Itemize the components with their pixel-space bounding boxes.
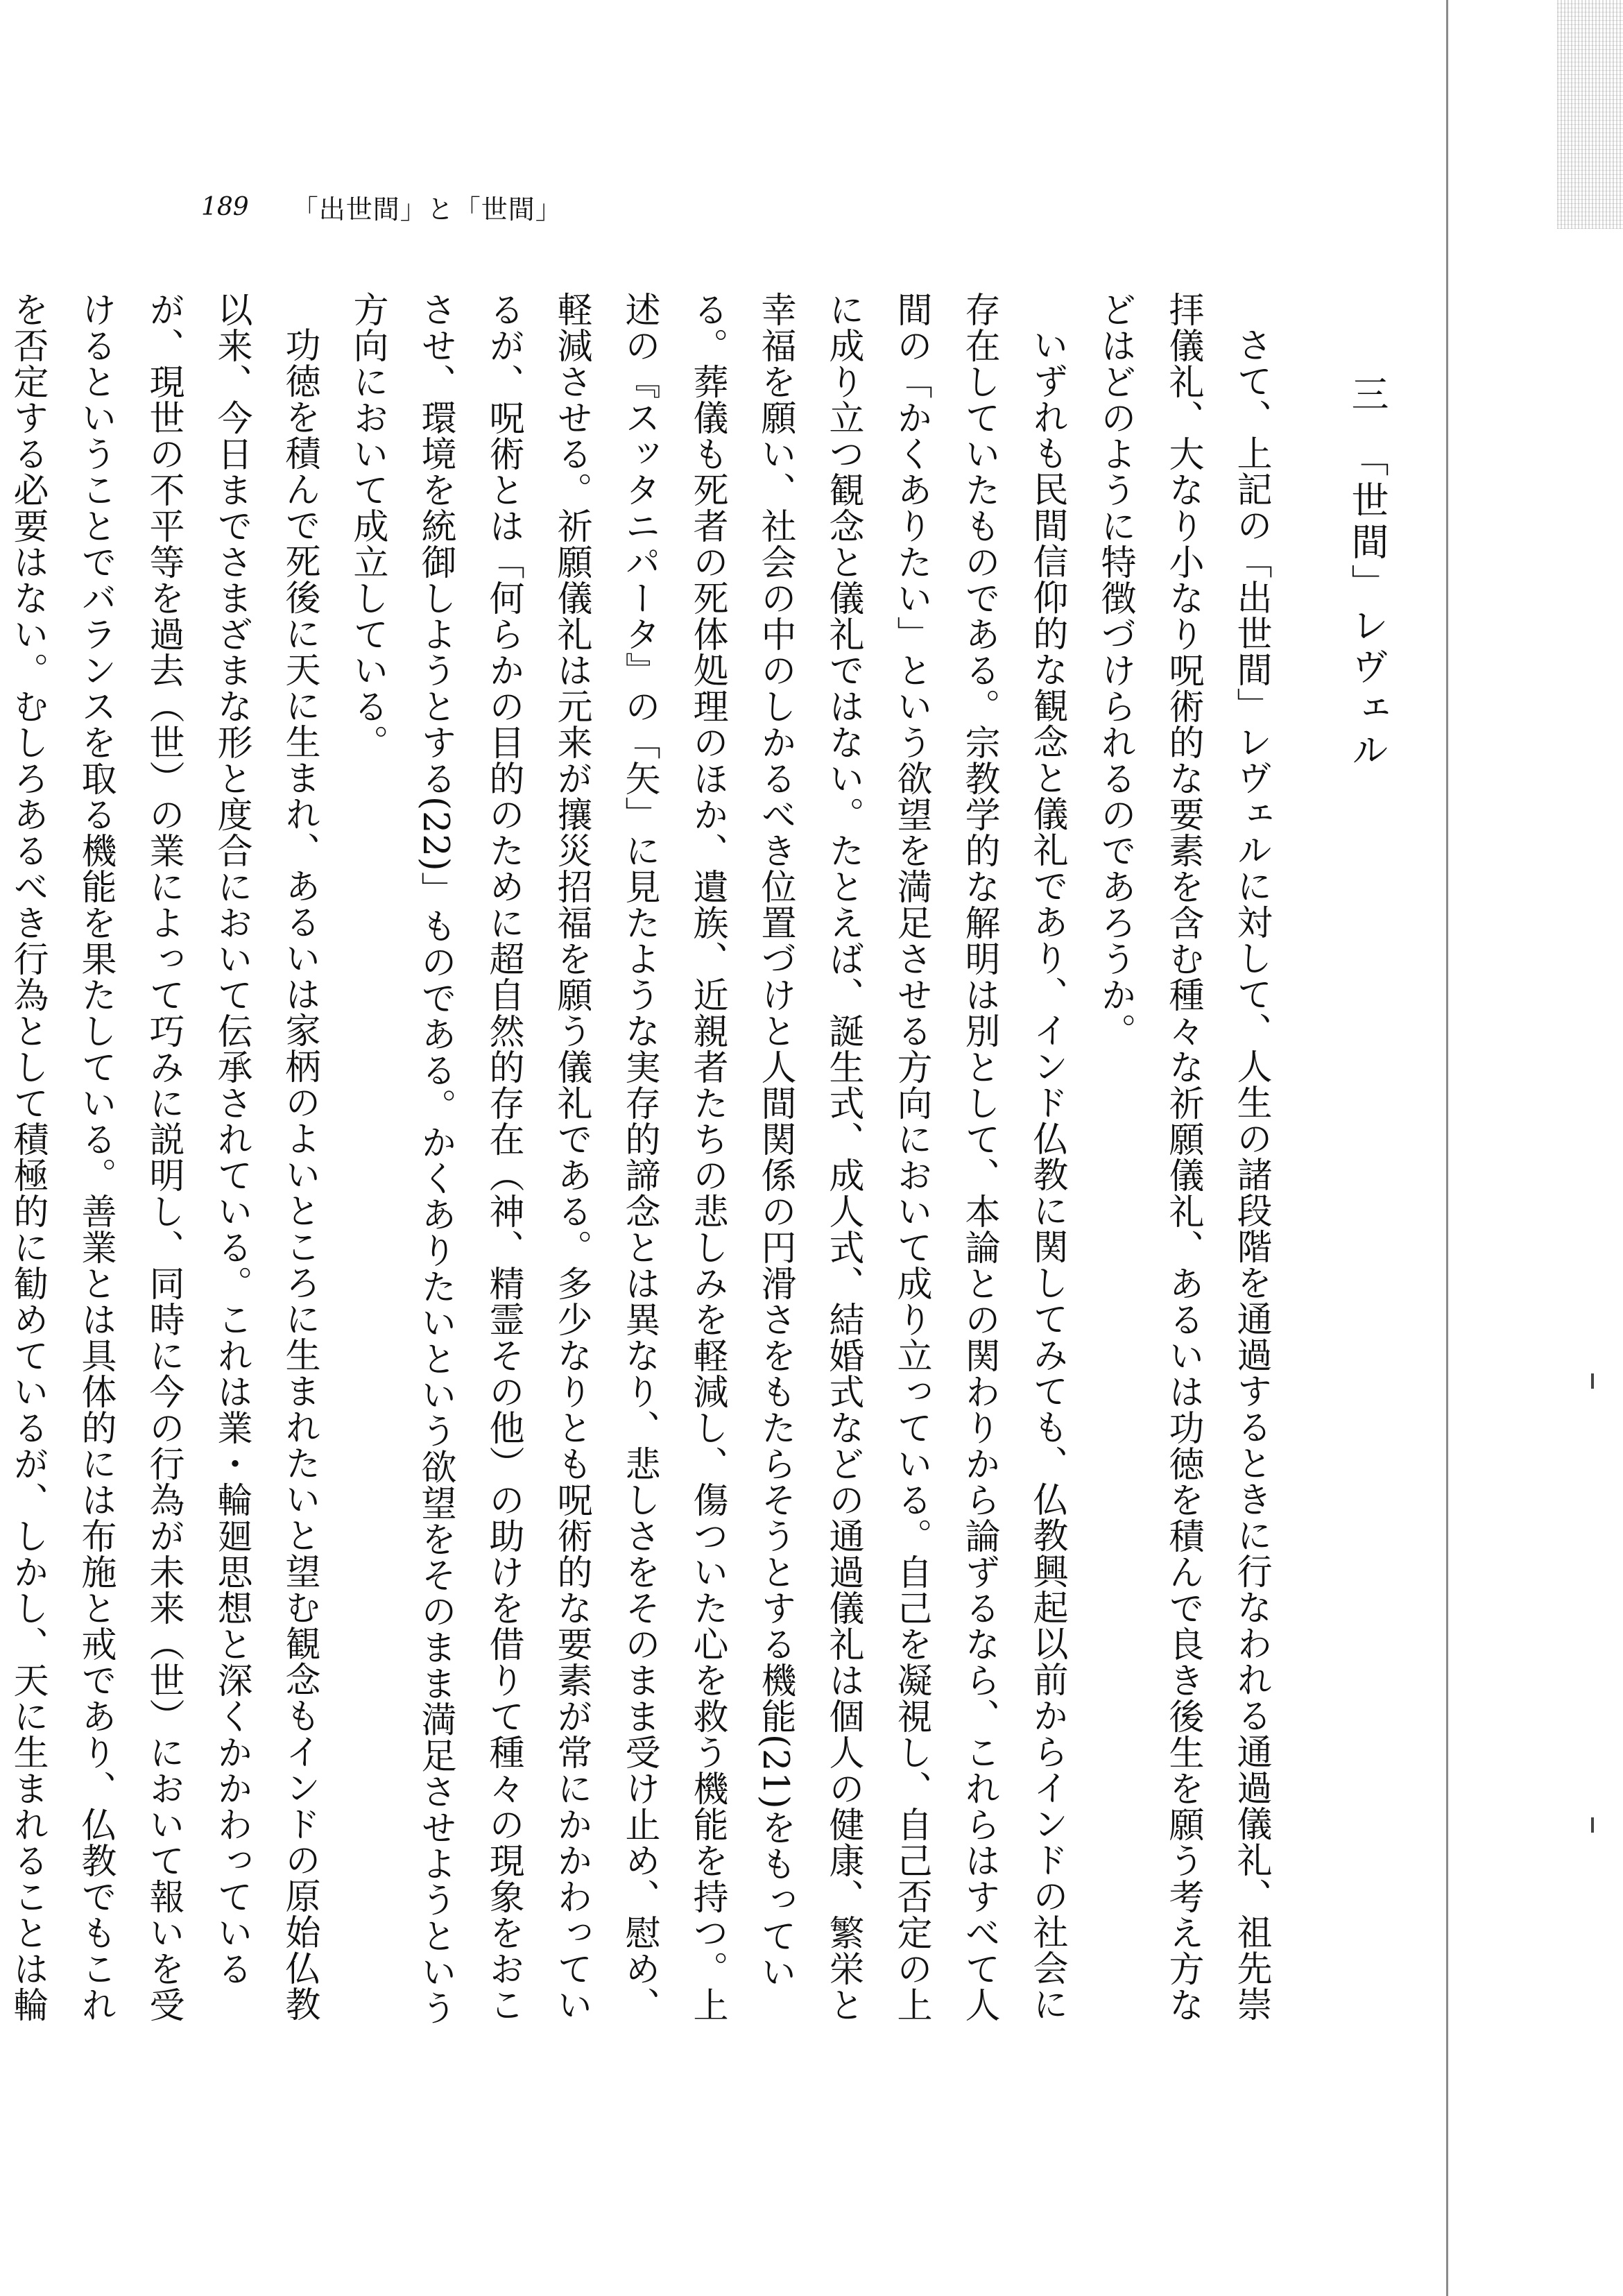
scan-edge-line <box>1446 0 1448 2296</box>
paragraph: 功徳を積んで死後に天に生まれ、あるいは家柄のよいところに生まれたいと望む観念もインドの原始仏教以来、今日までさまざまな形と度合において伝承されている。これは業・輪廻思想と深くかかわっているが、現世の不平等を過去（世）の業によって巧みに説明し、同時に今の行為が未来（世）において報いを受けるということでバランスを取る機能を果たしている。善業とは具体的には布施と戒であり、仏教でもこれを否定する必要はない。むしろあるべき行為として積極的に勧めているが、しかし、天に生まれることは輪 <box>7 291 320 2023</box>
paragraph: さて、上記の「出世間」レヴェルに対して、人生の諸段階を通過するときに行なわれる通過儀礼、祖先崇拝儀礼、大なり小なり呪術的な要素を含む種々な祈願儀礼、あるいは功徳を積んで良き後生を願う考え方などはどのように特徴づけられるのであろうか。 <box>1094 291 1271 2023</box>
scan-edge-noise <box>1557 0 1623 229</box>
page-header <box>201 186 563 228</box>
paragraph: いずれも民間信仰的な観念と儀礼であり、インド仏教に関してみても、仏教興起以前からインドの社会に存在していたものである。宗教学的な解明は別として、本論との関わりから論ずるなら、これらはすべて人間の「かくありたい」という欲望を満足させる方向において成り立っている。自己を凝視し、自己否定の上に成り立つ観念と儀礼ではない。たとえば、誕生式、成人式、結婚式などの通過儀礼は個人の健康、繁栄と幸福を願い、社会の中のしかるべき位置づけと人間関係の円滑さをもたらそうとする機能(21)をもっている。葬儀も死者の死体処理のほか、遺族、近親者たちの悲しみを軽減し、傷ついた心を救う機能を持つ。上述の『スッタニパータ』の「矢」に見たような実存的諦念とは異なり、悲しさをそのまま受け止め、慰め、軽減させる。祈願儀礼は元来が攘災招福を願う儀礼である。多少なりとも呪術的な要素が常にかかわっているが、呪術とは「何らかの目的のために超自然的存在（神、精霊その他）の助けを借りて種々の現象をおこさせ、環境を統御しようとする(22)」ものである。かくありたいという欲望をそのまま満足させようという方向において成立している。 <box>347 291 1067 2026</box>
running-title: 「出世間」と「世間」 <box>291 194 563 225</box>
scan-edge-mark <box>1591 1817 1594 1833</box>
vertical-text-body <box>7 291 1401 2053</box>
scan-edge-mark <box>1591 1373 1594 1389</box>
page-number: 189 <box>201 192 249 221</box>
section-heading: 三 「世間」レヴェル <box>1346 375 1389 772</box>
